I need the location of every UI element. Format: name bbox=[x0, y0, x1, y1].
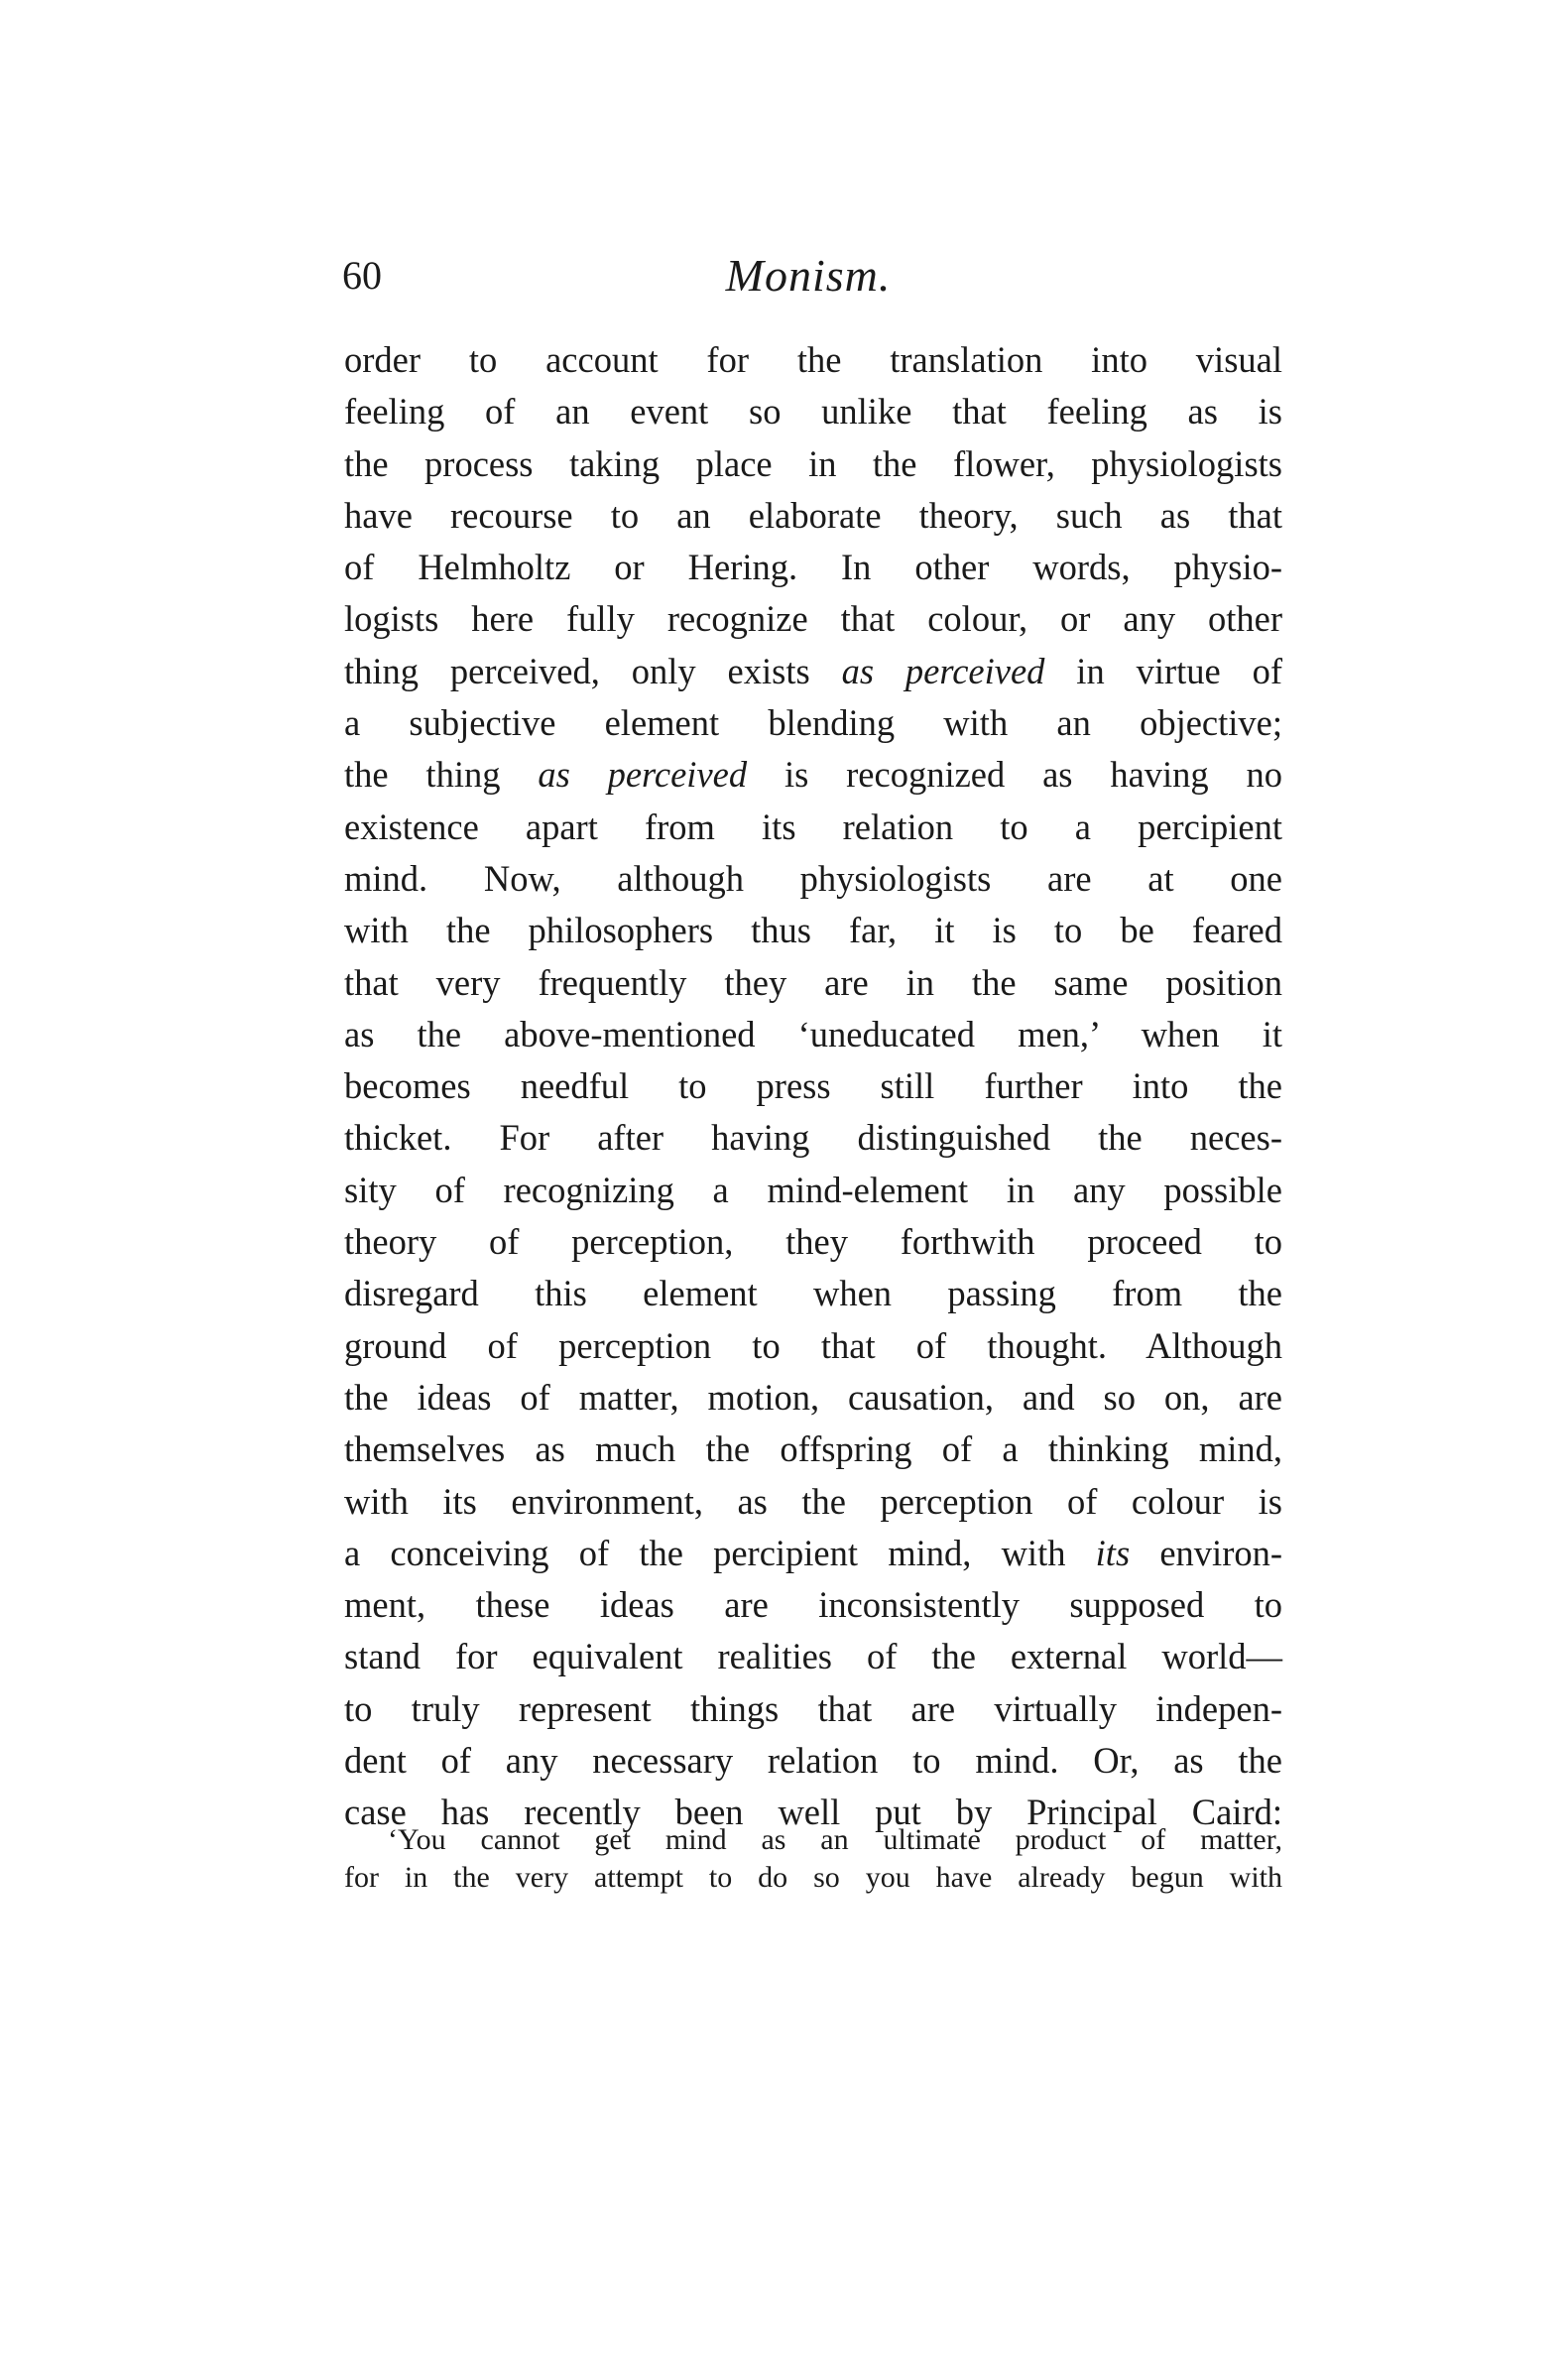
text-line: the process taking place in the flower, physiologists bbox=[344, 442, 1282, 484]
text-line: theory of perception, they forthwith proceed to bbox=[344, 1221, 1282, 1263]
text-line: sity of recognizing a mind-element in any possible bbox=[344, 1169, 1282, 1210]
text-line-with-italic bbox=[344, 646, 1282, 697]
text-line: themselves as much the offspring of a thinking mind, bbox=[344, 1428, 1282, 1470]
text-run: is recognized as having no bbox=[747, 754, 1282, 796]
text-line: as the above-mentioned ‘uneducated men,’ when it bbox=[344, 1013, 1282, 1054]
quote-line: for in the very attempt to do so you have already begun with bbox=[344, 1861, 1282, 1894]
text-line: stand for equivalent realities of the external world— bbox=[344, 1636, 1282, 1677]
text-line: logists here fully recognize that colour, or any other bbox=[344, 598, 1282, 640]
running-head: Monism. bbox=[725, 250, 892, 301]
body-paragraph bbox=[344, 334, 1282, 1839]
text-line: case has recently been well put by Principal Caird: bbox=[344, 1792, 1282, 1833]
text-run: a conceiving of the percipient mind, with bbox=[344, 1532, 1096, 1573]
page-header bbox=[342, 246, 1274, 306]
text-line-with-italic bbox=[344, 1528, 1282, 1579]
text-line: mind. Now, although physiologists are at one bbox=[344, 857, 1282, 899]
italic-phrase: as perceived bbox=[538, 754, 748, 796]
page-number: 60 bbox=[342, 253, 382, 298]
italic-phrase: its bbox=[1095, 1532, 1131, 1573]
text-line: of Helmholtz or Hering. In other words, physio- bbox=[344, 547, 1282, 588]
text-run: environ- bbox=[1130, 1532, 1282, 1573]
quote-line: ‘You cannot get mind as an ultimate product of matter, bbox=[388, 1823, 1282, 1856]
text-line: have recourse to an elaborate theory, such as that bbox=[344, 494, 1282, 536]
block-quote bbox=[344, 1821, 1282, 1897]
text-line: to truly represent things that are virtually indepen- bbox=[344, 1687, 1282, 1729]
text-line: the ideas of matter, motion, causation, and so on, are bbox=[344, 1376, 1282, 1418]
text-run: thing perceived, only exists bbox=[344, 650, 842, 691]
text-line: order to account for the translation into visual bbox=[344, 339, 1282, 380]
text-line: feeling of an event so unlike that feeling as is bbox=[344, 391, 1282, 433]
text-line: ground of perception to that of thought. Although bbox=[344, 1324, 1282, 1366]
text-line-with-italic bbox=[344, 749, 1282, 801]
text-line: thicket. For after having distinguished the neces- bbox=[344, 1117, 1282, 1159]
text-line: becomes needful to press still further into the bbox=[344, 1065, 1282, 1107]
text-line: with the philosophers thus far, it is to be feared bbox=[344, 910, 1282, 951]
text-line: dent of any necessary relation to mind. Or, as the bbox=[344, 1740, 1282, 1782]
text-run: in virtue of bbox=[1044, 650, 1283, 691]
text-line: ment, these ideas are inconsistently supposed to bbox=[344, 1584, 1282, 1626]
text-line: a subjective element blending with an objective; bbox=[344, 702, 1282, 744]
text-line: disregard this element when passing from the bbox=[344, 1273, 1282, 1314]
text-run: the thing bbox=[344, 754, 539, 796]
italic-phrase: as perceived bbox=[841, 650, 1045, 691]
text-line: with its environment, as the perception of colour is bbox=[344, 1480, 1282, 1522]
text-line: that very frequently they are in the same position bbox=[344, 961, 1282, 1003]
text-line: existence apart from its relation to a percipient bbox=[344, 805, 1282, 847]
